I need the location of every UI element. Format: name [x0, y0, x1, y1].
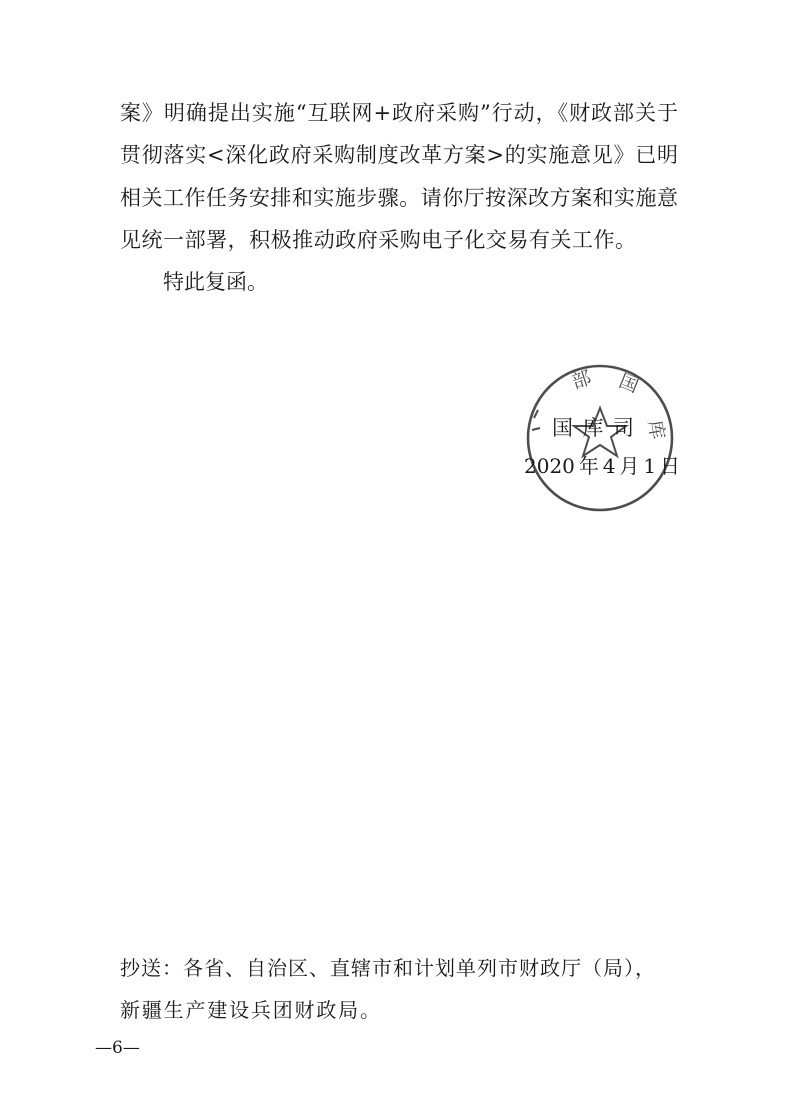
body-line-1: 案》明确提出实施“互联网+政府采购”行动，《财政部关于: [120, 101, 678, 125]
page-number: —6—: [95, 1038, 140, 1058]
signature-org: 国库司: [552, 416, 634, 440]
closing-line: 特此复函。: [163, 270, 268, 294]
seal-char-1: 部: [569, 366, 594, 394]
signature-date: 2020年4月1日: [524, 454, 680, 478]
body-line-3: 相关工作任务安排和实施步骤。请你厅按深改方案和实施意: [120, 186, 678, 210]
body-line-2: 贯彻落实<深化政府采购制度改革方案>的实施意见》已明: [120, 143, 678, 167]
cc-line-1: 抄送：各省、自治区、直辖市和计划单列市财政厅（局），: [120, 956, 655, 980]
seal-char-2: 国: [615, 369, 642, 398]
cc-line-2: 新疆生产建设兵团财政局。: [120, 998, 380, 1022]
seal-char-3: 库: [643, 418, 669, 442]
body-line-4: 见统一部署，积极推动政府采购电子化交易有关工作。: [120, 228, 636, 252]
